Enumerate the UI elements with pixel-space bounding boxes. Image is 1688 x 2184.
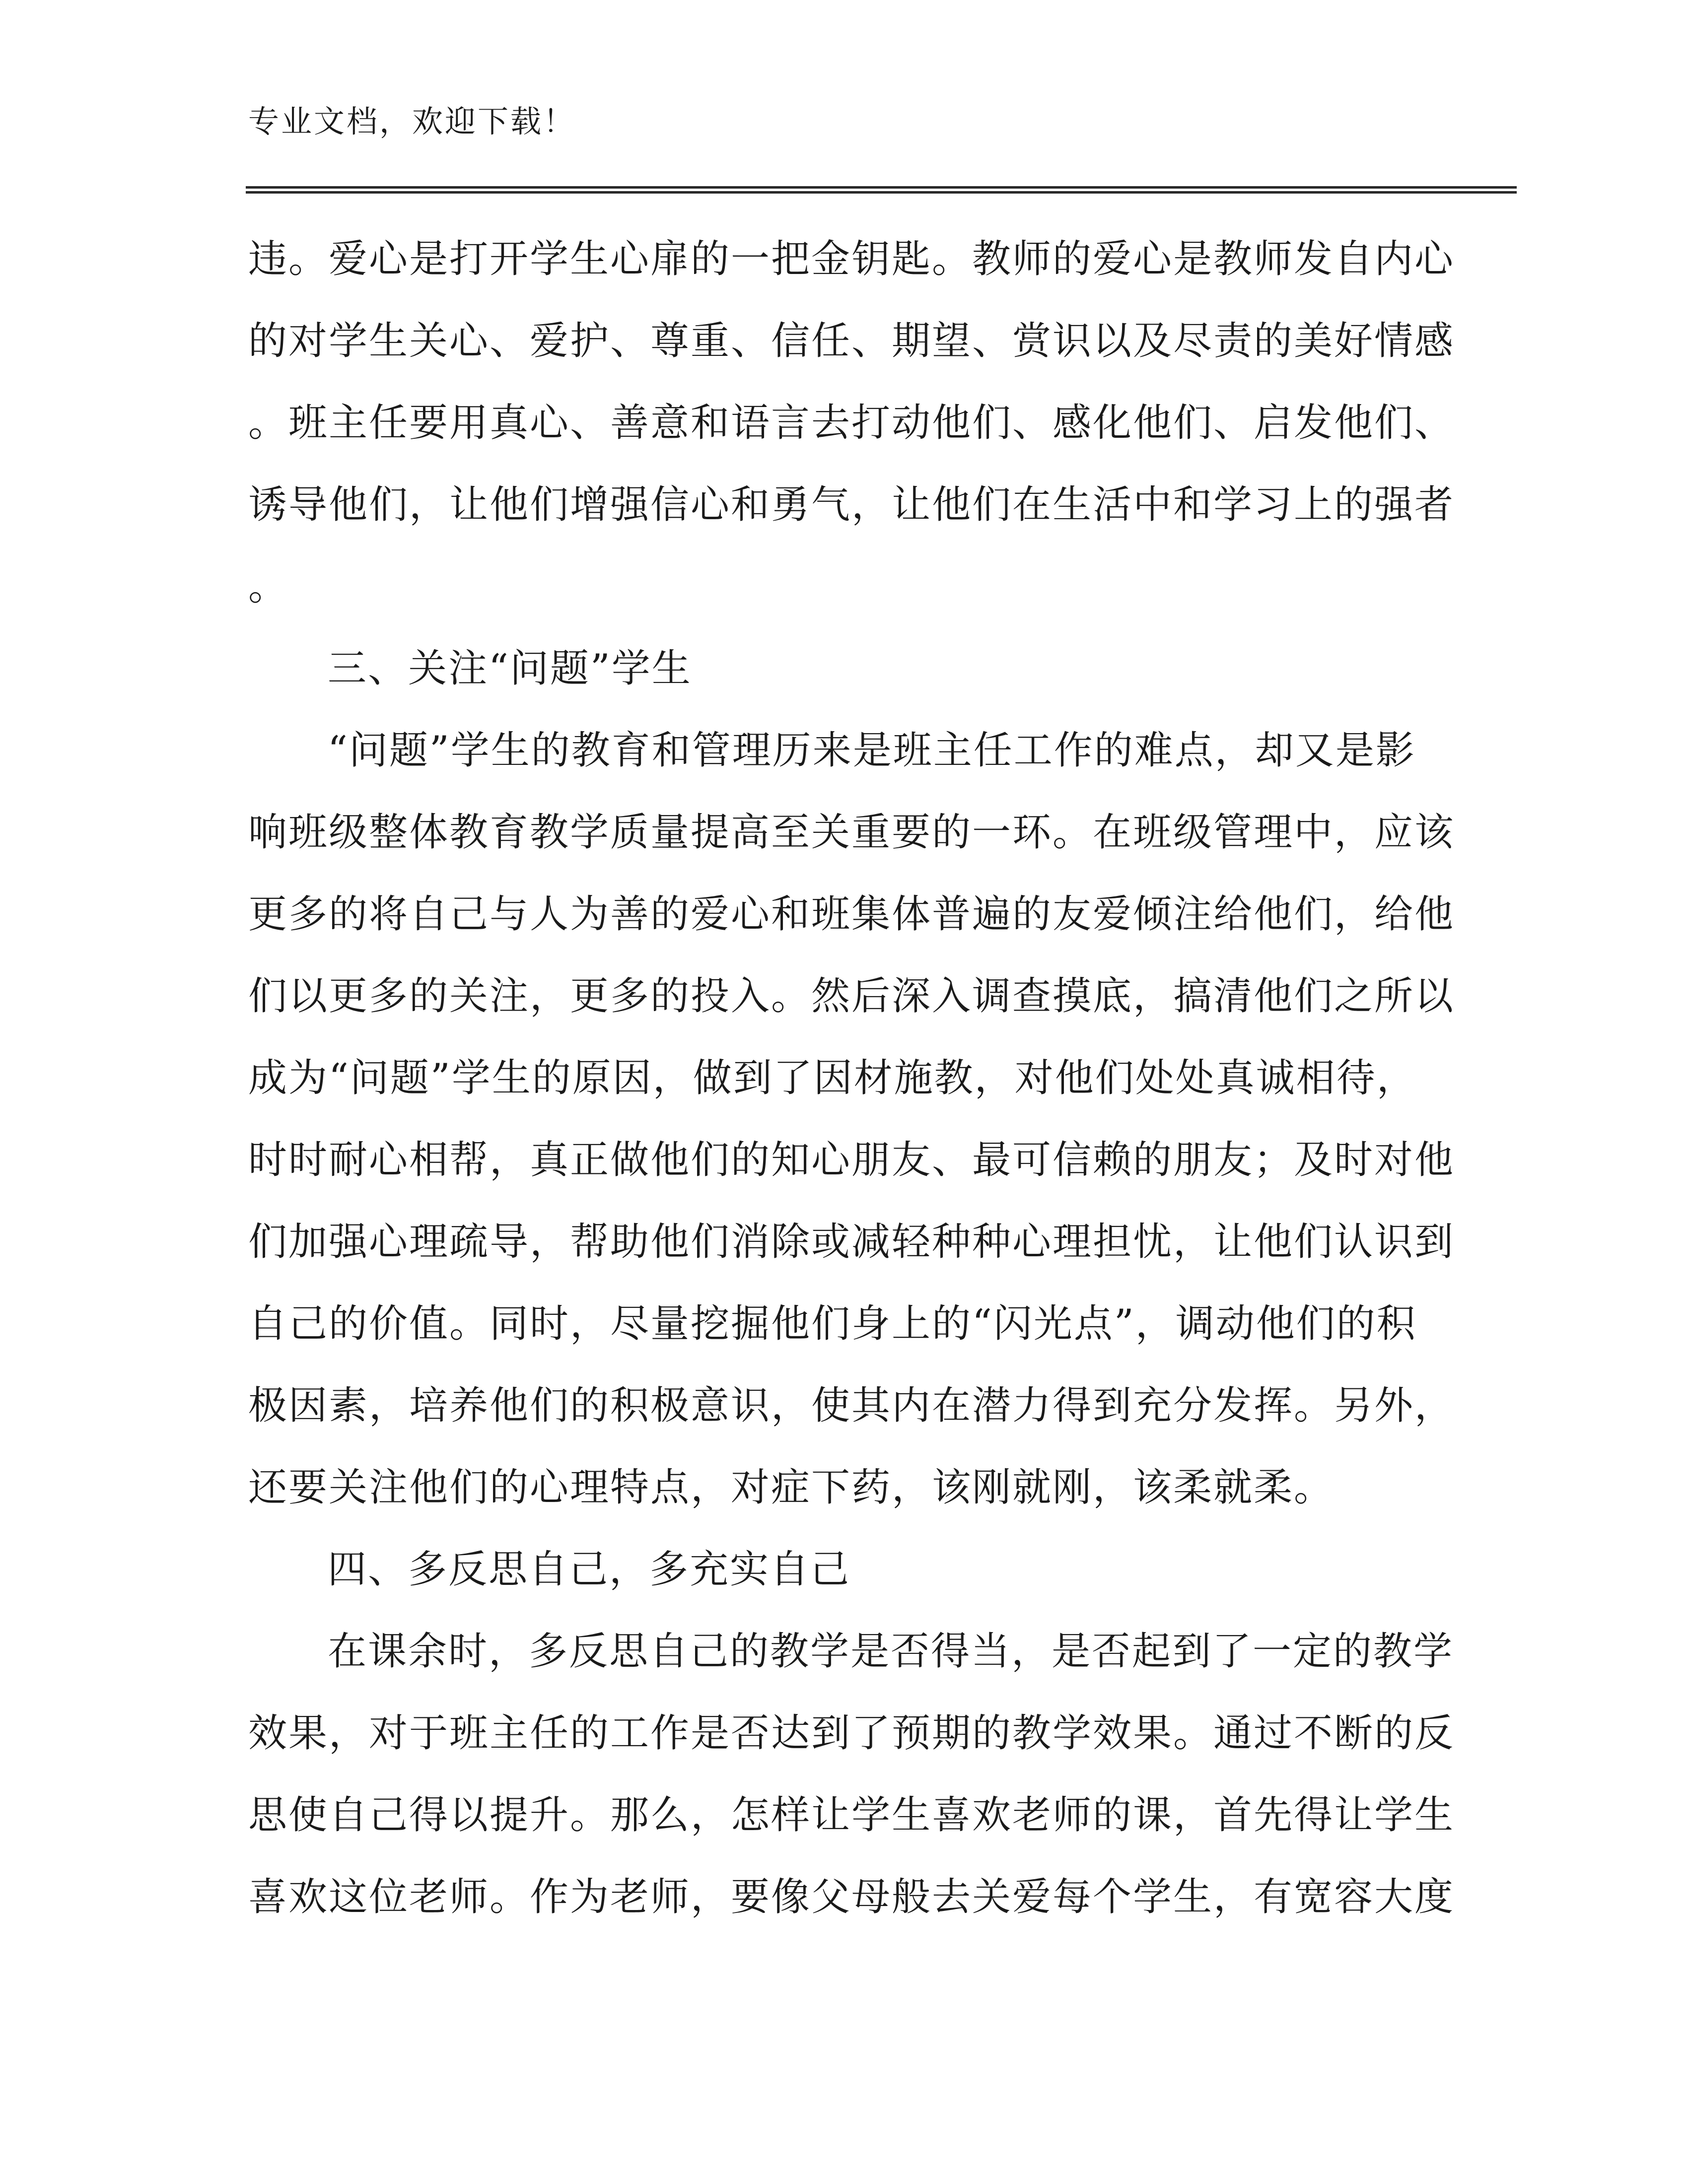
body-line: 。班主任要用真心、善意和语言去打动他们、感化他们、启发他们、 xyxy=(248,401,1455,445)
body-line: 们以更多的关注，更多的投入。然后深入调查摸底，搞清他们之所以 xyxy=(248,974,1455,1019)
page-header: 专业文档，欢迎下载！ xyxy=(248,103,576,139)
body-line: 喜欢这位老师。作为老师，要像父母般去关爱每个学生，有宽容大度 xyxy=(248,1875,1455,1919)
body-line: 。 xyxy=(248,564,289,609)
header-divider-line-top xyxy=(246,186,1517,189)
body-line: 自己的价值。同时，尽量挖掘他们身上的“闪光点”，调动他们的积 xyxy=(248,1301,1417,1346)
body-line: 违。爱心是打开学生心扉的一把金钥匙。教师的爱心是教师发自内心 xyxy=(248,237,1455,281)
body-line: 在课余时，多反思自己的教学是否得当，是否起到了一定的教学 xyxy=(328,1629,1454,1674)
body-line: 更多的将自己与人为善的爱心和班集体普遍的友爱倾注给他们，给他 xyxy=(248,892,1455,937)
body-line: 的对学生关心、爱护、尊重、信任、期望、赏识以及尽责的美好情感 xyxy=(248,319,1455,363)
body-line: 还要关注他们的心理特点，对症下药，该刚就刚，该柔就柔。 xyxy=(248,1465,1335,1510)
header-divider-line-bottom xyxy=(246,191,1517,194)
body-line: 极因素，培养他们的积极意识，使其内在潜力得到充分发挥。另外， xyxy=(248,1383,1455,1428)
section-heading: 三、关注“问题”学生 xyxy=(328,646,692,691)
header-divider xyxy=(246,186,1517,194)
body-line: 时时耐心相帮，真正做他们的知心朋友、最可信赖的朋友；及时对他 xyxy=(248,1138,1455,1182)
body-line: “问题”学生的教育和管理历来是班主任工作的难点，却又是影 xyxy=(328,728,1416,773)
document-body xyxy=(248,218,1455,1938)
body-line: 诱导他们，让他们增强信心和勇气，让他们在生活中和学习上的强者 xyxy=(248,482,1455,527)
body-line: 响班级整体教育教学质量提高至关重要的一环。在班级管理中，应该 xyxy=(248,810,1455,855)
body-line: 们加强心理疏导，帮助他们消除或减轻种种心理担忧，让他们认识到 xyxy=(248,1220,1455,1264)
body-line: 思使自己得以提升。那么，怎样让学生喜欢老师的课，首先得让学生 xyxy=(248,1793,1455,1838)
section-heading: 四、多反思自己，多充实自己 xyxy=(328,1547,851,1592)
body-line: 成为“问题”学生的原因，做到了因材施教，对他们处处真诚相待， xyxy=(248,1056,1417,1100)
body-line: 效果，对于班主任的工作是否达到了预期的教学效果。通过不断的反 xyxy=(248,1711,1455,1756)
